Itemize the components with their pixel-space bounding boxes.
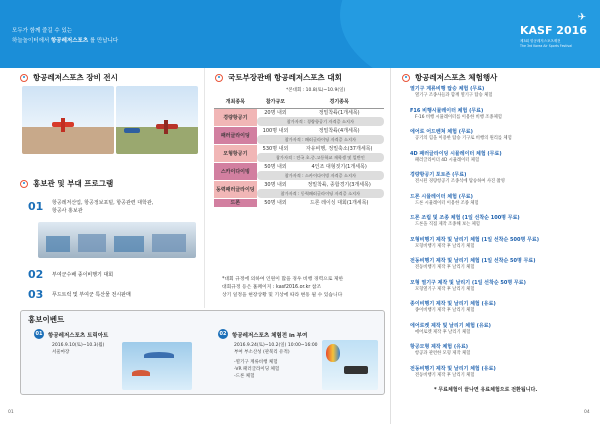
experience-item (410, 214, 520, 227)
promo-event-title: 항공레저스포츠 트릭아트 (48, 333, 109, 339)
events-cell: 드론 레이싱 대회(1개세목) (309, 200, 369, 206)
section-bullet-icon (20, 74, 28, 82)
experience-item (410, 150, 502, 163)
experience-item-desc: 모형열기구 제작 후 날리기 체험 (415, 286, 475, 292)
promo-item-text: 부여군수배 종이비행기 대회 (52, 272, 114, 278)
events-cell: 정밀착륙(4개세목) (318, 128, 360, 134)
experience-item-title: 전동비행기 제작 및 날리기 체험 (유료) (410, 365, 496, 372)
trick-art-photo (122, 342, 192, 390)
table-row (214, 126, 384, 135)
promo-item-text: 푸드트럭 및 부여군 특산물 전시판매 (52, 292, 131, 298)
col-header-scale: 참가규모 (257, 96, 295, 108)
logo-text: KASF 2016 (520, 24, 587, 37)
experience-item (410, 236, 539, 249)
competition-period: *본대회 : 10.8(토)~10.9(일) (286, 88, 346, 93)
page-number-right: 04 (584, 410, 590, 415)
experience-item-desc: 열기구 조종사들과 함께 열기구 탑승 체험 (415, 93, 493, 98)
promo-event-badge: 01 (35, 331, 43, 337)
eligibility-cell: 참가자격 : 경량항공기 자격증 소지자 (257, 117, 384, 126)
experience-item-desc: 항공과 관련한 모형 제작 체험 (415, 351, 471, 356)
experience-item-desc: 드론 시뮬레이터 이용한 조종 체험 (415, 200, 479, 206)
experience-item (410, 300, 496, 313)
eligibility-cell: 참가자격 : 동력패러글라이딩 자격증 소지자 (257, 189, 384, 198)
experience-item-title: 에어로켓 제작 및 날리기 체험 (유료) (410, 322, 491, 329)
balloon-drone-photo (322, 340, 378, 390)
scale-cell: 50명 내외 (264, 164, 287, 170)
promo-event-activity: -열기구 계류비행 체험 (234, 360, 278, 365)
experience-item (410, 322, 491, 335)
experience-item-title: F16 비행시뮬레이터 체험 (무료) (410, 107, 484, 114)
eligibility-cell: 참가자격 : 스카이다이빙 자격증 소지자 (257, 171, 384, 180)
airplane-icon: ✈ (577, 12, 586, 23)
col-header-category: 개최종목 (214, 96, 257, 108)
experience-item-title: 전동비행기 제작 및 날리기 체험 (1일 선착순 50명 무료) (410, 258, 536, 264)
experience-item-title: 열기구 계류비행 탑승 체험 (무료) (410, 86, 485, 92)
experience-item-desc: F-16 비행 시뮬레이터를 이용한 비행 조종체험 (415, 114, 502, 120)
experience-item-desc: 공기의 힘을 이용한 탑승 기구로 비행의 원리를 체험 (415, 136, 512, 141)
section-promo-hall-title: 홍보관 및 부대 프로그램 (20, 178, 113, 189)
competition-notes: *대회 규정에 의하여 인원이 많을 경우 비행 경력으로 제한 대회규정 등은 홈페이지 : kasf2016.or.kr 참조 상기 일정을 현장상황 및 기상에 따라 변동 될 수 있습니다 (222, 277, 344, 298)
scale-cell: 30명 내외 (264, 182, 287, 188)
experience-item-title: 4D 패러글라이딩 시뮬레이터 체험 (무료) (410, 150, 502, 157)
experience-item (410, 365, 496, 378)
experience-item-desc: 전동비행기 제작 후 날리기 체험 (415, 265, 475, 270)
promo-event-activity: -드론 체험 (234, 374, 255, 379)
promo-item-number: 01 (28, 200, 44, 213)
experience-item (410, 257, 536, 270)
experience-item-title: 드론 시뮬레이터 체험 (무료) (410, 193, 473, 200)
eligibility-cell: 참가자격 : 전국 초.중.고등학교 재학생 및 일반인 (257, 153, 384, 162)
events-cell: 자유비행, 정밀축소(37개세목) (305, 146, 373, 152)
experience-item-title: 종이비행기 제작 및 날리기 체험 (유료) (410, 301, 496, 307)
experience-item-desc: 드론을 직접 제작 조종해 보는 체험 (415, 222, 480, 227)
promo-item-number: 03 (28, 288, 44, 301)
category-cell: 스카이다이빙 (214, 162, 257, 180)
competition-table (214, 96, 384, 208)
experience-item-desc: 패러글라이더 4D 시뮬레이터 체험 (415, 157, 480, 163)
header-banner (0, 0, 600, 68)
experience-item (410, 343, 470, 356)
scale-cell: 100명 내외 (262, 128, 289, 134)
logo-subtitle-en: The 3rd Korea Air Sports Festival (520, 44, 573, 48)
table-row (214, 162, 384, 171)
events-cell: 정밀착륙(1개세목) (318, 110, 360, 117)
section-bullet-icon (402, 74, 410, 82)
experience-item-title: 에어로 어드벤쳐 체험 (무료) (410, 129, 473, 135)
section-experience-title: 항공레저스포츠 체험행사 (402, 72, 497, 83)
table-row (214, 144, 384, 153)
section-competition-title: 국토부장관배 항공레저스포츠 대회 (215, 72, 342, 83)
logo-subtitle: 제3회 항공레저스포츠제전 (520, 39, 561, 43)
col-header-events: 경기종목 (294, 96, 384, 108)
experience-item (410, 128, 512, 141)
events-cell: 정밀착륙, 종합경기(3개세목) (307, 182, 371, 188)
experience-item-title: 경량항공기 포토존 (무료) (410, 172, 467, 178)
promo-event-title: 항공레저스포츠 체험전 in 부여 (232, 333, 308, 339)
experience-item-desc: 종이비행기 제작 후 날리기 체험 (415, 308, 475, 313)
category-cell: 동력패러글라이딩 (214, 180, 257, 198)
exhibition-hall-photo (38, 222, 196, 258)
page-number-left: 01 (8, 410, 14, 415)
section-bullet-icon (215, 74, 223, 82)
experience-item (410, 279, 526, 292)
experience-item-desc: 전시된 경량항공기 조종석에 탑승하여 사진 촬영 (415, 179, 505, 184)
equipment-photo-1 (22, 86, 114, 154)
table-row (214, 180, 384, 189)
category-cell: 패러글라이딩 (214, 126, 257, 144)
events-cell: 4인조 대형짓기(1개세목) (311, 164, 367, 170)
category-cell: 경량항공기 (214, 108, 257, 126)
table-row (214, 108, 384, 117)
column-divider (204, 68, 205, 308)
equipment-photo-2 (116, 86, 198, 154)
experience-item-title: 항공모형 제작 체험 (유료) (410, 344, 469, 350)
scale-cell: 50명 내외 (264, 200, 287, 206)
category-cell: 모형항공기 (214, 144, 257, 162)
experience-item-title: 모형비행기 제작 및 날리기 체험 (1일 선착순 500명 무료) (410, 236, 540, 243)
experience-item (410, 107, 502, 120)
promo-event-date: 2016.9.10(토)~10.3(월) (52, 343, 105, 348)
experience-item-desc: 모형비행기 제작 후 날리기 체험 (415, 243, 475, 249)
promo-event-place: 부여 부소산성 (관북리 유적) (234, 350, 290, 355)
experience-item-desc: 에어로켓 제작 후 날리기 체험 (415, 329, 471, 335)
promo-item-number: 02 (28, 268, 44, 281)
experience-item-title: 모형 열기구 제작 및 날리기 (1일 선착순 50명 무료) (410, 279, 526, 286)
table-row (214, 198, 384, 207)
experience-item-title: 드론 조립 및 조종 체험 (1일 선착순 100명 무료) (410, 215, 520, 221)
header-tagline-2: 하늘놀이터에서 항공레저스포츠 를 만납니다 (12, 38, 119, 44)
section-bullet-icon (20, 180, 28, 188)
promo-event-date: 2016.9.24(토)~10.2(일) 10:00~16:00 (234, 343, 318, 348)
experience-item-desc: 전동비행기 제작 후 날리기 체험 (415, 372, 475, 378)
experience-item (410, 85, 492, 98)
promo-event-badge: 02 (219, 331, 227, 337)
promo-events-title: 홍보이벤트 (28, 315, 65, 324)
promo-item-text: 항공레저산업, 항공정보포털, 항공관련 대학관, 항공사 홍보관 (52, 200, 154, 214)
final-note: * 무료체험이 끝나면 유료체험으로 전환됩니다. (434, 387, 538, 393)
fold-line (390, 68, 391, 424)
promo-event-place: 서울마장 (52, 350, 70, 355)
scale-cell: 530명 내외 (262, 146, 289, 152)
eligibility-cell: 참가자격 : 패러글라이딩 자격증 소지자 (257, 135, 384, 144)
scale-cell: 20명 내외 (264, 110, 287, 117)
section-equipment-title: 항공레저스포츠 장비 전시 (20, 72, 118, 83)
category-cell: 드론 (214, 198, 257, 207)
promo-event-activity: -VR 패러글라이딩 체험 (234, 367, 280, 372)
experience-item (410, 193, 479, 206)
header-tagline-1: 모두가 함께 즐길 수 있는 (12, 28, 73, 34)
experience-item (410, 171, 505, 184)
kasf-logo (518, 12, 588, 52)
